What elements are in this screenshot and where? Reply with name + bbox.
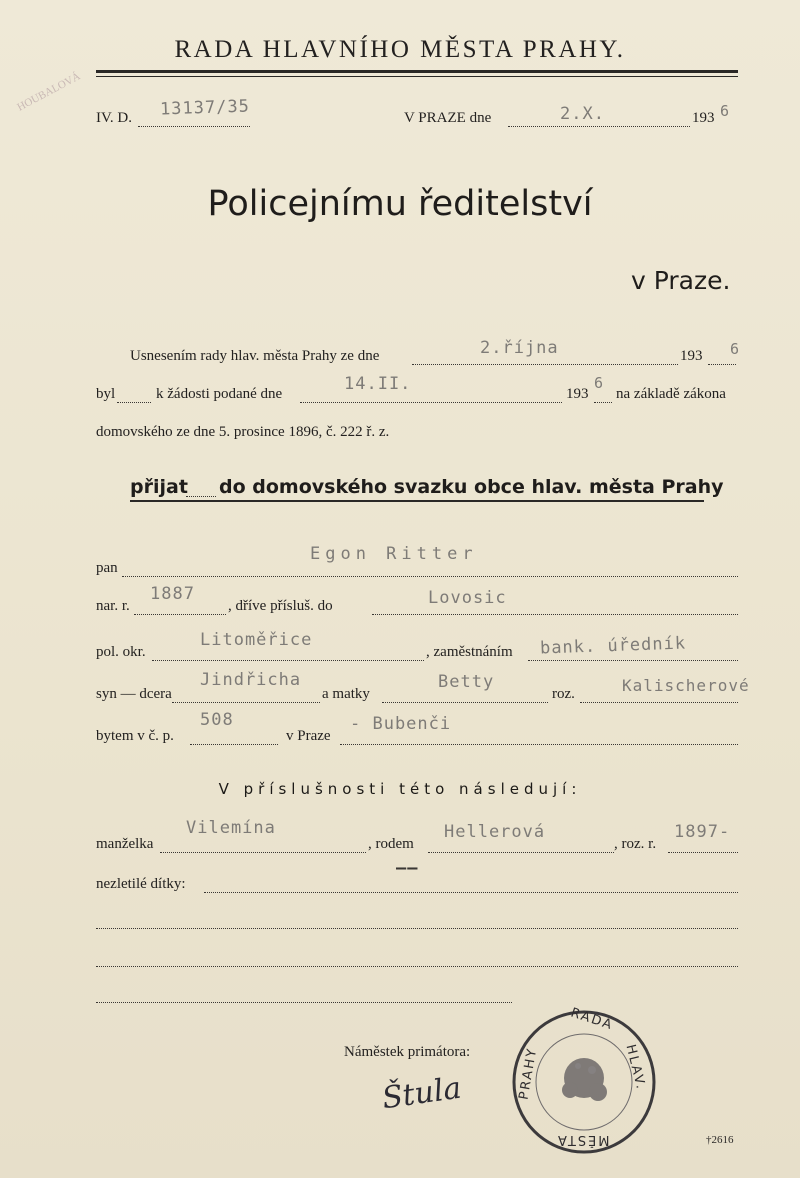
form-number: †2616 [706, 1134, 734, 1146]
district-line [152, 660, 424, 661]
born-as-label: roz. [552, 686, 575, 702]
children-line-1 [204, 892, 738, 893]
page-title: Policejnímu ředitelství [207, 184, 593, 224]
resolution-year-line [708, 364, 736, 365]
request-year-prefix: 193 [566, 386, 589, 402]
district-value: Litoměřice [200, 630, 313, 650]
father-name: Jindřicha [200, 670, 302, 690]
prague-district-line [340, 744, 738, 745]
wife-year: 1897- [674, 822, 731, 842]
born-label: nar. r. [96, 598, 130, 614]
prague-label: v Praze [286, 728, 331, 744]
son-daughter-label: syn — dcera [96, 686, 172, 702]
ref-year-prefix: 193 [692, 110, 715, 126]
district-label: pol. okr. [96, 644, 146, 660]
wife-label: manželka [96, 836, 154, 852]
formerly-value: Lovosic [428, 588, 507, 608]
wife-name: Vilemína [186, 818, 276, 838]
children-line-4 [96, 1002, 512, 1003]
ref-label: IV. D. [96, 110, 132, 126]
request-date-line [300, 402, 562, 403]
ref-number-line [138, 126, 250, 127]
accepted-underline [130, 500, 704, 502]
born-line [134, 614, 226, 615]
header-rule-thick [96, 70, 738, 73]
house-no-line [190, 744, 278, 745]
children-dash: —— [396, 858, 419, 878]
accepted-word: přijat [130, 476, 188, 498]
signature-handwriting: Štula [379, 1070, 464, 1117]
occupation-value: bank. úředník [539, 633, 687, 659]
mother-label: a matky [322, 686, 370, 702]
side-stamp: HOUBALOVÁ [15, 70, 83, 114]
children-label: nezletilé dítky: [96, 876, 186, 892]
children-line-2 [96, 928, 738, 929]
accepted-text: do domovského svazku obce hlav. města Prahy [219, 476, 724, 498]
law-label: na základě zákona [616, 386, 726, 402]
resolution-date-line [412, 364, 678, 365]
prague-district: - Bubenči [350, 714, 452, 734]
resolution-year-prefix: 193 [680, 348, 703, 364]
stamp-text-bottom: MĚSTA [556, 1132, 610, 1147]
nee-label: , rodem [368, 836, 414, 852]
family-heading: V příslušnosti této následují: [218, 780, 582, 798]
stamp-text-top: RADA [568, 1005, 616, 1034]
father-line [172, 702, 320, 703]
born-year: 1887 [150, 584, 195, 604]
formerly-label: , dříve přísluš. do [228, 598, 333, 614]
document-header: RADA HLAVNÍHO MĚSTA PRAHY. [174, 36, 626, 63]
wife-year-line [668, 852, 738, 853]
mother-line [382, 702, 548, 703]
children-line-3 [96, 966, 738, 967]
date-line [508, 126, 690, 127]
mother-name: Betty [438, 672, 495, 692]
request-year-digit: 6 [594, 374, 605, 392]
resolution-label: Usnesením rady hlav. města Prahy ze dne [130, 348, 380, 364]
name-line [122, 576, 738, 577]
nee-line [428, 852, 614, 853]
person-name: Egon Ritter [310, 544, 478, 564]
born-as-line [580, 702, 738, 703]
house-number: 508 [200, 710, 234, 730]
formerly-line [372, 614, 738, 615]
official-stamp [508, 1006, 660, 1158]
ref-year-digit: 6 [720, 102, 731, 120]
stamp-text-left: PRAHY [516, 1046, 541, 1101]
pan-label: pan [96, 560, 118, 576]
header-rule-thin [96, 76, 738, 77]
resolution-date: 2.října [480, 338, 559, 358]
ref-date: 2.X. [560, 104, 605, 124]
occupation-label: , zaměstnáním [426, 644, 513, 660]
request-date: 14.II. [344, 374, 412, 394]
residence-label: bytem v č. p. [96, 728, 174, 744]
byl-label: byl [96, 386, 116, 402]
wife-line [160, 852, 366, 853]
wife-year-label: , roz. r. [614, 836, 657, 852]
nee-value: Hellerová [444, 822, 546, 842]
occupation-line [528, 660, 738, 661]
law-reference: domovského ze dne 5. prosince 1896, č. 222 ř. z. [96, 424, 390, 440]
signature-label: Náměstek primátora: [344, 1044, 471, 1060]
born-as-value: Kalischerové [622, 676, 750, 695]
stamp-text-right: HLAV. [622, 1043, 649, 1092]
page-subtitle: v Praze. [631, 266, 731, 295]
resolution-year-digit: 6 [730, 340, 741, 358]
ref-number: 13137/35 [159, 96, 251, 120]
accepted-line [186, 496, 216, 497]
byl-line [117, 402, 151, 403]
request-label: k žádosti podané dne [156, 386, 283, 402]
place-label: V PRAZE dne [404, 110, 492, 126]
request-year-line [594, 402, 612, 403]
